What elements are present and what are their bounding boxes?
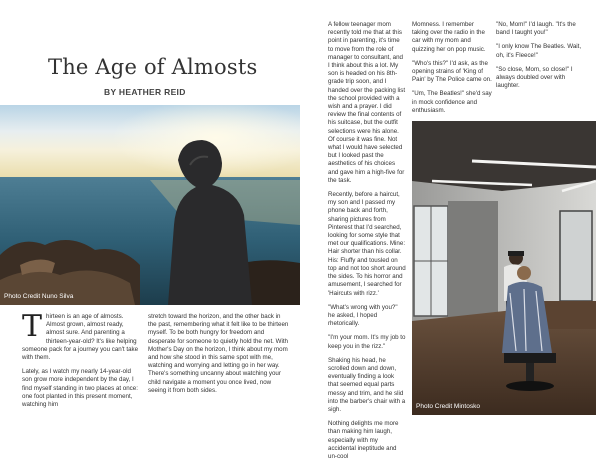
column-3-paragraph-6: Nothing delights me more than making him laugh, especially with my accidental ineptitude and un-cool [328, 420, 399, 460]
photo-barbershop-image [412, 121, 596, 415]
article-title: The Age of Almosts [48, 55, 258, 79]
column-3-paragraph-3: "What's wrong with you?" he asked, I hoped rhetorically. [328, 303, 398, 328]
column-5-paragraph-2: "I only know The Beatles. Wait, oh, it's Fleece!" [496, 43, 582, 59]
column-1-paragraph-1: hirteen is an age of almosts. Almost grown, almost ready, almost sure. And parenting a thirteen-year-old? It's like helping someone pack for a journey you can't take with them. [22, 313, 139, 362]
article-column-5 [496, 21, 584, 96]
photo-barbershop [412, 121, 596, 415]
column-3-paragraph-5: Shaking his head, he scrolled down and down, eventually finding a look that seemed equal parts messy and trim, and he slid into the barber's chair with a sigh. [328, 356, 406, 413]
drop-cap: T [22, 309, 43, 344]
article-column-4 [412, 21, 492, 121]
column-3-paragraph-4: "I'm your mom. It's my job to keep you in the rizz." [328, 334, 406, 350]
article-byline: BY HEATHER REID [104, 87, 186, 97]
column-5-paragraph-3: "So close, Mom, so close!" I always doubled over with laughter. [496, 65, 573, 90]
photo-boy-shore-image [0, 105, 300, 305]
column-2-paragraph-1: stretch toward the horizon, and the other back in the past, remembering what it felt like to be thirteen myself. To be both hungry for freedom and desperate for someone to quietly hold the net. With Mother's Day on the horizon, I think about my mom and how she stood in this same spot with me, watching and worrying and letting go in her way. There's something uncanny about watching your child navigate a moment you once lived, now seeing it from both sides. [148, 313, 289, 394]
column-4-paragraph-2: "Who's this?" I'd ask, as the opening strains of 'King of Pain' by The Police came on. [412, 59, 492, 84]
article-column-2 [148, 313, 290, 401]
column-3-paragraph-1: A fellow teenager mom recently told me that at this point in parenting, it's time to move from the role of manager to consultant, and I think about this a lot. My son is headed on his 8th-grade trip soon, and I handed over the packing list the school provided with a wish and a prayer. I did review the final contents of his suitcase, but the outfit selections were his alone. Of course it was fine. Not what I would have selected but I looked past the aesthetics of his choices and gave him a high-five for the task. [328, 21, 406, 184]
article-column-1 [22, 309, 140, 415]
photo-boy-shore [0, 105, 300, 305]
photo-credit-left: Photo Credit Nuno Silva [4, 293, 74, 300]
column-5-paragraph-1: "No, Mom!" I'd laugh. "It's the band I taught you!" [496, 21, 576, 37]
article-column-3 [328, 21, 406, 467]
column-4-paragraph-1: Momness. I remember taking over the radio in the car with my mom and quizzing her on pop music. [412, 21, 486, 53]
column-4-paragraph-3: "Um, The Beatles!" she'd say in mock confidence and enthusiasm. [412, 90, 492, 114]
column-3-paragraph-2: Recently, before a haircut, my son and I passed my phone back and forth, sharing pictures from Pinterest that I'd searched, looking for some style that met our qualifications. Mine: Hair shorter than his collar. His: Fluffy and tousled on top and not too short around the sides. To his horror and amusement, I searched for 'Haircuts with rizz.' [328, 191, 406, 297]
column-1-paragraph-2: Lately, as I watch my nearly 14-year-old son grow more independent by the day, I find myself standing in two places at once: one foot planted in this present moment, watching him [22, 368, 138, 409]
photo-credit-right: Photo Credit Mintosko [416, 403, 480, 410]
